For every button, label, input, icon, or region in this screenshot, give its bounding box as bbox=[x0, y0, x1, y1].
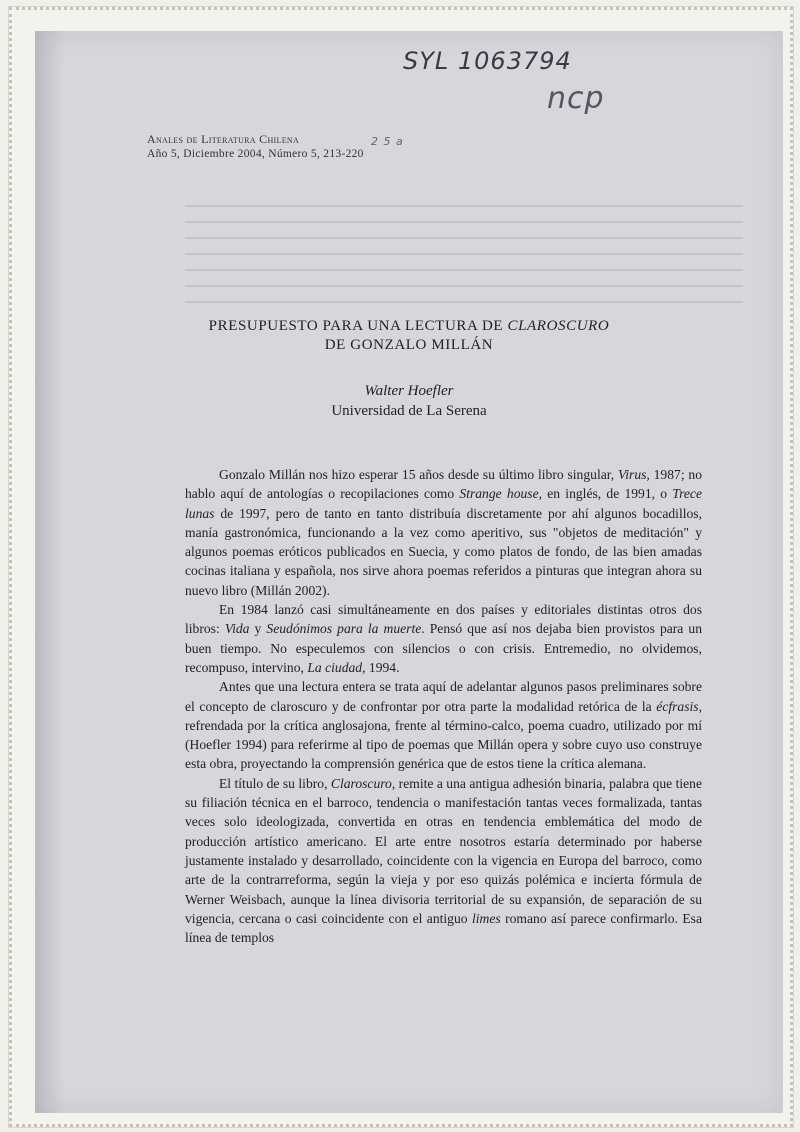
text-segment: El título de su libro, bbox=[219, 775, 331, 791]
scan-frame bbox=[8, 6, 794, 1128]
journal-name: Anales de Literatura Chilena bbox=[147, 132, 300, 146]
journal-issue: Año 5, Diciembre 2004, Número 5, 213-220 bbox=[147, 148, 364, 160]
text-segment: limes bbox=[471, 910, 501, 926]
title-italic: CLAROSCURO bbox=[507, 318, 610, 334]
text-segment: , 1994. bbox=[362, 659, 400, 675]
text-segment: Virus, bbox=[617, 467, 650, 482]
author-block bbox=[35, 381, 783, 421]
author-affiliation: Universidad de La Serena bbox=[331, 403, 487, 419]
text-segment: Vida bbox=[224, 621, 250, 637]
text-segment: Seudónimos para la muerte bbox=[266, 621, 422, 637]
text-segment: romano así parece confirmarlo. Esa línea de templos bbox=[185, 910, 702, 946]
document-page bbox=[35, 31, 783, 1113]
body-paragraph bbox=[185, 677, 702, 773]
title-prefix: PRESUPUESTO PARA UNA LECTURA DE bbox=[208, 318, 508, 334]
text-segment: Claroscuro bbox=[330, 775, 392, 791]
text-segment: . Pensó que así nos dejaba bien provistos para un buen tiempo. No especulemos con silencios o con crisis. Entremedio, no olvidemos, recompuso, intervino, bbox=[185, 621, 702, 675]
text-segment: écfrasis bbox=[656, 698, 699, 714]
handwritten-note: 2 5 a bbox=[371, 135, 404, 148]
text-segment: Gonzalo Millán nos hizo esperar 15 años desde su último libro singular, bbox=[219, 467, 618, 482]
body-paragraph bbox=[185, 774, 702, 948]
title-line-1 bbox=[35, 317, 783, 336]
text-segment: , remite a una antigua adhesión binaria, palabra que tiene su filiación técnica en el barroco, tendencia o manifestación tantas veces formalizada, tantas veces solo ideologizada, convertida en otras en tendencia emblemática del modo de producción artístico americano. El arte entre nosotros estaría determinado por haberse justamente instalado y desarrollado, coincidente con la vigencia en Europa del barroco, como arte de la contrarreforma, según la vieja y por eso quizás polémica e incierta fórmula de Werner Weisbach, aunque la línea divisoria territorial de su expansión, de separación de su vigencia, cercana o casi coincidente con el antiguo bbox=[185, 775, 703, 926]
text-segment: , refrendada por la crítica anglosajona, frente al término-calco, poema cuadro, utilizado por mí (Hoefler 1994) para referirme al tipo de poemas que Millán opera y sobre cuyo uso construye esta obra, proyectando la comprensión genérica que de estos tiene la crítica alemana. bbox=[185, 698, 702, 772]
handwritten-catalog-code: SYL 1063794 bbox=[403, 47, 572, 75]
text-segment: y bbox=[249, 621, 267, 637]
text-segment: En 1984 lanzó casi simultáneamente en dos países y editoriales distintas otros dos libros: bbox=[185, 602, 702, 637]
text-segment: Strange house bbox=[459, 486, 539, 502]
text-segment: de 1997, pero de tanto en tanto distribuía discretamente por ahí algunos bocadillos, manía gastronómica, funcionando a la vez como aperitivo, sus "objetos de meditación" y algunos poemas eróticos publicados en Suecia, y como platos de fondo, de las bien amadas cocinas italiana y española, nos sirve ahora poemas referidos a pinturas que integran ahora su nuevo libro (Millán 2002). bbox=[185, 505, 702, 598]
handwritten-mark: ncp bbox=[547, 81, 605, 116]
body-paragraph bbox=[185, 600, 702, 677]
text-segment: Trece lunas bbox=[185, 486, 702, 521]
article-title bbox=[35, 317, 783, 355]
article-body bbox=[185, 465, 702, 947]
journal-header bbox=[147, 132, 364, 162]
title-line-2: DE GONZALO MILLÁN bbox=[324, 337, 494, 353]
text-segment: , en inglés, de 1991, o bbox=[538, 486, 673, 502]
author-name: Walter Hoefler bbox=[364, 383, 454, 399]
body-paragraph bbox=[185, 465, 702, 600]
show-through-text bbox=[35, 191, 783, 331]
text-segment: 1987; no hablo aquí de antologías o recopilaciones como bbox=[185, 467, 702, 502]
text-segment: La ciudad bbox=[307, 659, 363, 675]
text-segment: Antes que una lectura entera se trata aquí de adelantar algunos pasos preliminares sobre el concepto de claroscuro y de confrontar por otra parte la modalidad retórica de la bbox=[185, 679, 702, 714]
